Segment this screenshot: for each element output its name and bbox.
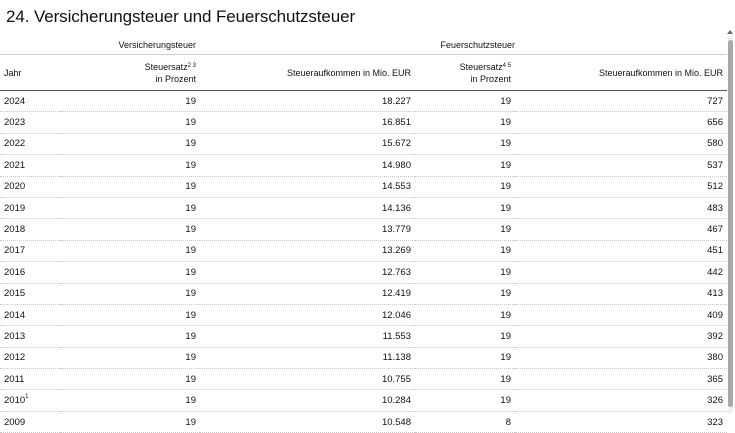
cell-rate-insurance: 19 (60, 155, 200, 176)
scroll-up-arrow-icon[interactable] (727, 30, 733, 34)
cell-year: 2016 (0, 262, 60, 283)
cell-revenue-fire: 727 (515, 91, 727, 112)
vertical-scrollbar[interactable] (728, 36, 733, 413)
cell-revenue-insurance: 14.980 (200, 155, 415, 176)
column-header-revenue-insurance: Steueraufkommen in Mio. EUR (200, 55, 415, 91)
table-row (0, 219, 727, 240)
cell-revenue-insurance: 11.138 (200, 347, 415, 368)
cell-rate-insurance: 19 (60, 112, 200, 133)
cell-revenue-insurance: 10.284 (200, 390, 415, 411)
cell-rate-fire: 19 (415, 112, 515, 133)
cell-rate-fire: 19 (415, 176, 515, 197)
table-row (0, 369, 727, 390)
cell-revenue-fire: 451 (515, 240, 727, 261)
group-header-spacer2 (515, 36, 727, 55)
column-header-row (0, 55, 727, 91)
cell-revenue-fire: 537 (515, 155, 727, 176)
cell-revenue-insurance: 12.419 (200, 283, 415, 304)
cell-rate-insurance: 19 (60, 390, 200, 411)
cell-rate-fire: 19 (415, 240, 515, 261)
cell-revenue-insurance: 15.672 (200, 133, 415, 154)
cell-revenue-insurance: 12.046 (200, 304, 415, 325)
column-header-rate-insurance (60, 55, 200, 91)
rate-fire-label: Steuersatz (459, 61, 503, 72)
cell-revenue-fire: 467 (515, 219, 727, 240)
table-row (0, 347, 727, 368)
cell-year: 2015 (0, 283, 60, 304)
cell-revenue-fire: 365 (515, 369, 727, 390)
table-row (0, 326, 727, 347)
group-header-row (0, 36, 727, 55)
cell-rate-fire: 19 (415, 347, 515, 368)
cell-rate-fire: 19 (415, 133, 515, 154)
cell-revenue-insurance: 10.755 (200, 369, 415, 390)
table-row (0, 155, 727, 176)
rate-fire-unit: in Prozent (470, 73, 511, 84)
column-header-rate-fire (415, 55, 515, 91)
cell-year: 2019 (0, 197, 60, 218)
cell-year: 2014 (0, 304, 60, 325)
tax-table (0, 36, 727, 433)
cell-rate-insurance: 19 (60, 197, 200, 218)
cell-rate-insurance: 19 (60, 347, 200, 368)
group-header-spacer (200, 36, 415, 55)
cell-revenue-fire: 656 (515, 112, 727, 133)
cell-rate-insurance: 19 (60, 133, 200, 154)
table-row (0, 390, 727, 411)
cell-rate-fire: 19 (415, 262, 515, 283)
cell-rate-insurance: 19 (60, 176, 200, 197)
cell-revenue-insurance: 12.763 (200, 262, 415, 283)
cell-rate-fire: 19 (415, 91, 515, 112)
cell-rate-insurance: 19 (60, 304, 200, 325)
cell-rate-fire: 19 (415, 219, 515, 240)
cell-rate-fire: 19 (415, 155, 515, 176)
page-title: 24. Versicherungsteuer und Feuerschutzsteuer (6, 7, 356, 26)
cell-revenue-fire: 380 (515, 347, 727, 368)
cell-rate-fire: 19 (415, 304, 515, 325)
table-row (0, 91, 727, 112)
table-row (0, 197, 727, 218)
cell-revenue-insurance: 13.779 (200, 219, 415, 240)
cell-revenue-fire: 483 (515, 197, 727, 218)
table-row (0, 411, 727, 432)
cell-year: 2024 (0, 91, 60, 112)
footnote-marker[interactable]: 4 5 (502, 62, 511, 69)
cell-year: 2011 (0, 369, 60, 390)
table-row (0, 240, 727, 261)
cell-year: 2021 (0, 155, 60, 176)
cell-rate-insurance: 19 (60, 219, 200, 240)
cell-rate-fire: 19 (415, 197, 515, 218)
cell-revenue-fire: 392 (515, 326, 727, 347)
table-container[interactable] (0, 36, 727, 428)
scrollbar-thumb[interactable] (728, 40, 733, 407)
cell-rate-insurance: 19 (60, 411, 200, 432)
cell-revenue-fire: 323 (515, 411, 727, 432)
cell-revenue-fire: 580 (515, 133, 727, 154)
footnote-marker[interactable]: 1 (25, 394, 29, 401)
group-header-fire: Feuerschutzsteuer (415, 36, 515, 55)
cell-revenue-insurance: 13.269 (200, 240, 415, 261)
cell-rate-fire: 8 (415, 411, 515, 432)
cell-year: 2023 (0, 112, 60, 133)
cell-rate-insurance: 19 (60, 262, 200, 283)
column-header-revenue-fire: Steueraufkommen in Mio. EUR (515, 55, 727, 91)
table-row (0, 176, 727, 197)
column-header-year: Jahr (0, 55, 60, 91)
table-row (0, 262, 727, 283)
table-row (0, 304, 727, 325)
cell-rate-insurance: 19 (60, 91, 200, 112)
cell-revenue-fire: 413 (515, 283, 727, 304)
cell-rate-fire: 19 (415, 369, 515, 390)
cell-revenue-fire: 512 (515, 176, 727, 197)
cell-rate-insurance: 19 (60, 283, 200, 304)
cell-year: 2010$^1$ (0, 390, 60, 411)
rate-ins-label: Steuersatz (144, 61, 188, 72)
rate-ins-unit: in Prozent (155, 73, 196, 84)
table-row (0, 283, 727, 304)
cell-rate-fire: 19 (415, 326, 515, 347)
cell-rate-insurance: 19 (60, 326, 200, 347)
footnote-marker[interactable]: 2 3 (187, 62, 196, 69)
cell-revenue-insurance: 11.553 (200, 326, 415, 347)
cell-revenue-insurance: 18.227 (200, 91, 415, 112)
table-body (0, 91, 727, 433)
cell-revenue-fire: 409 (515, 304, 727, 325)
cell-year: 2018 (0, 219, 60, 240)
cell-year: 2017 (0, 240, 60, 261)
cell-rate-insurance: 19 (60, 240, 200, 261)
table-head (0, 36, 727, 91)
cell-rate-fire: 19 (415, 390, 515, 411)
table-row (0, 112, 727, 133)
cell-rate-fire: 19 (415, 283, 515, 304)
cell-year: 2020 (0, 176, 60, 197)
cell-year: 2009 (0, 411, 60, 432)
cell-revenue-insurance: 14.553 (200, 176, 415, 197)
group-header-insurance: Versicherungsteuer (60, 36, 200, 55)
cell-revenue-insurance: 16.851 (200, 112, 415, 133)
cell-revenue-insurance: 10.548 (200, 411, 415, 432)
cell-year: 2013 (0, 326, 60, 347)
cell-year: 2022 (0, 133, 60, 154)
cell-revenue-insurance: 14.136 (200, 197, 415, 218)
cell-revenue-fire: 326 (515, 390, 727, 411)
cell-year: 2012 (0, 347, 60, 368)
cell-rate-insurance: 19 (60, 369, 200, 390)
cell-revenue-fire: 442 (515, 262, 727, 283)
table-row (0, 133, 727, 154)
group-header-empty (0, 36, 60, 55)
